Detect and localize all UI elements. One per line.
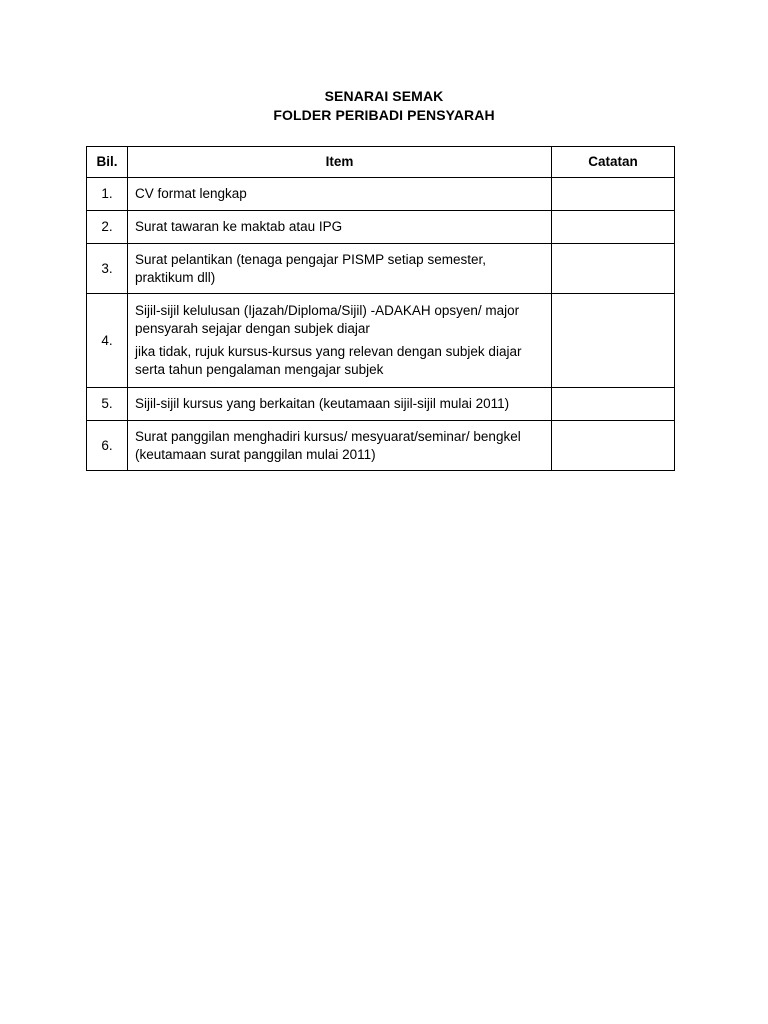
row-catatan (552, 388, 675, 421)
row-item (128, 178, 552, 211)
table-row (87, 294, 675, 388)
item-text: Surat tawaran ke maktab atau IPG (135, 219, 343, 234)
row-number: 3. (87, 244, 128, 294)
row-item (128, 211, 552, 244)
row-number: 2. (87, 211, 128, 244)
table-row (87, 178, 675, 211)
item-text: Surat pelantikan (tenaga pengajar PISMP setiap semester, praktikum dll) (135, 251, 486, 285)
header-catatan: Catatan (552, 147, 675, 178)
header-bil: Bil. (87, 147, 128, 178)
row-catatan (552, 211, 675, 244)
row-number: 5. (87, 388, 128, 421)
row-catatan (552, 178, 675, 211)
row-item (128, 294, 552, 388)
row-item (128, 421, 552, 471)
item-text: CV format lengkap (135, 186, 247, 201)
title-line-2: FOLDER PERIBADI PENSYARAH (273, 107, 495, 123)
row-catatan (552, 421, 675, 471)
checklist-table (86, 146, 675, 471)
header-item: Item (128, 147, 552, 178)
item-text-note: jika tidak, rujuk kursus-kursus yang relevan dengan subjek diajar serta tahun pengalaman mengajar subjek (135, 344, 522, 377)
row-catatan (552, 294, 675, 388)
row-item (128, 244, 552, 294)
title-line-1: SENARAI SEMAK (324, 88, 444, 104)
item-text: Sijil-sijil kelulusan (Ijazah/Diploma/Sijil) -ADAKAH opsyen/ major pensyarah sejajar dengan subjek diajar (135, 303, 520, 336)
row-number: 6. (87, 421, 128, 471)
table-row (87, 388, 675, 421)
row-catatan (552, 244, 675, 294)
table-row (87, 211, 675, 244)
row-item (128, 388, 552, 421)
item-text: Surat panggilan menghadiri kursus/ mesyuarat/seminar/ bengkel (keutamaan surat panggilan mulai 2011) (135, 428, 521, 462)
row-number: 1. (87, 178, 128, 211)
table-row (87, 421, 675, 471)
table-header-row (87, 147, 675, 178)
row-number: 4. (87, 294, 128, 388)
table-row (87, 244, 675, 294)
document-title (0, 87, 768, 125)
item-text: Sijil-sijil kursus yang berkaitan (keutamaan sijil-sijil mulai 2011) (135, 396, 510, 411)
